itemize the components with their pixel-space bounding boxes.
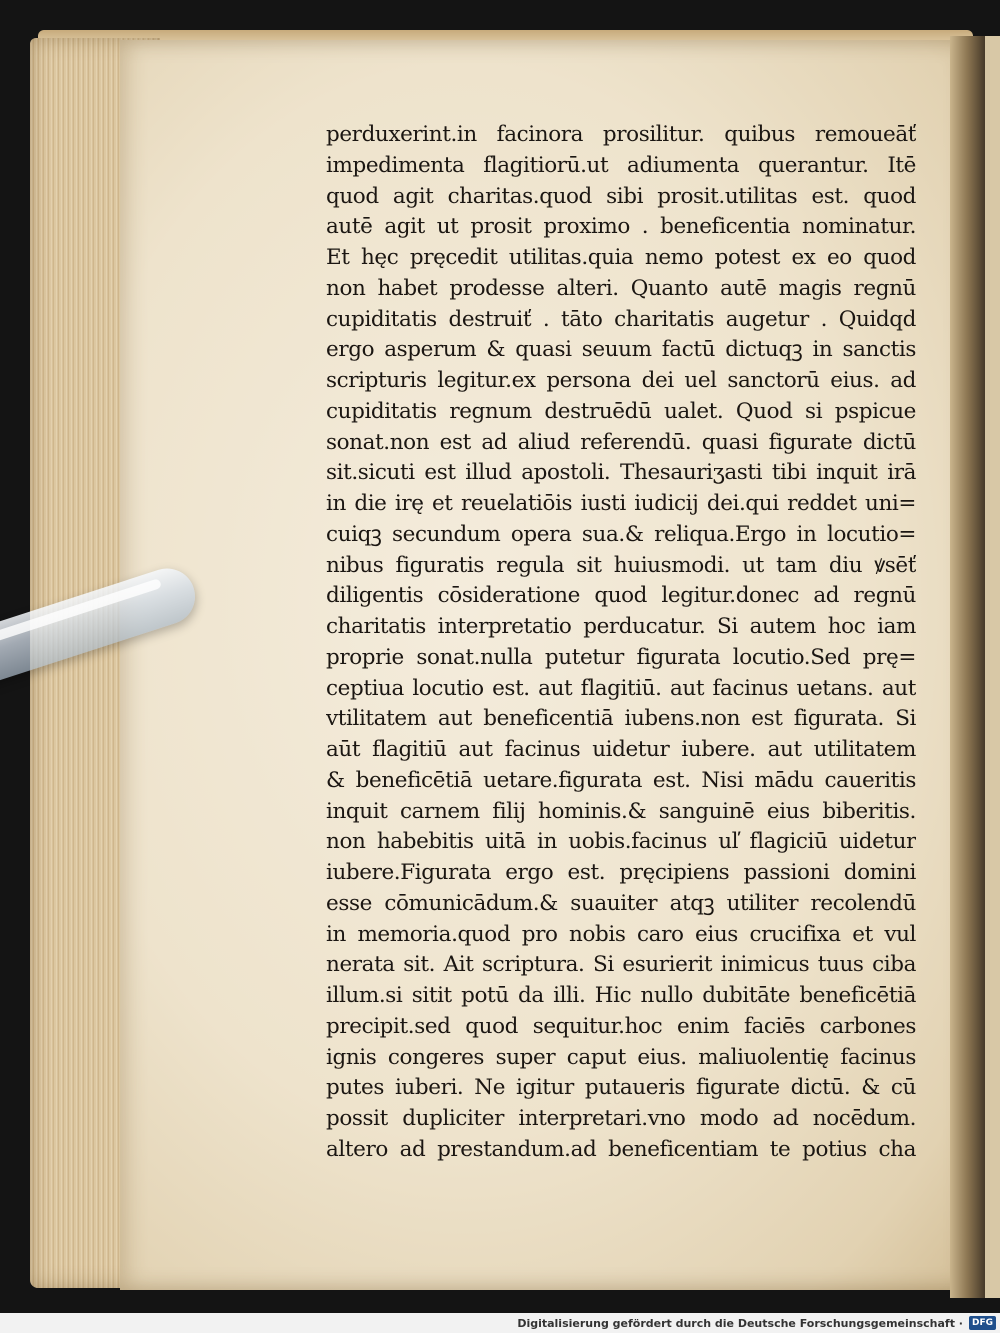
text-line: illum.si sitit potū da illi. Hic nullo dubitāte beneficētiā: [326, 983, 916, 1008]
footer-credit-bar: [0, 1313, 1000, 1333]
text-line: inquit carnem filij hominis.& sanguinē eius biberitis.: [326, 798, 916, 824]
footer-credit-text: Digitalisierung gefördert durch die Deutsche Forschungsgemeinschaft ·: [517, 1316, 963, 1330]
text-line: autē agit ut prosit proximo . beneficentia nominatur.: [326, 214, 916, 240]
text-line: aūt flagitiū aut facinus uidetur iubere. aut utilitatem: [326, 737, 916, 762]
text-line: esse cōmunicādum.& suauiter atqꝫ utiliter recolendū: [326, 890, 916, 916]
text-line: in memoria.quod pro nobis caro eius crucifixa et vul: [326, 921, 916, 947]
text-line: vtilitatem aut beneficentiā iubens.non est figurata. Si: [326, 706, 916, 732]
text-line: nibus figuratis regula sit huiusmodi. ut tam diu ꝟsēť: [326, 552, 916, 578]
text-line: precipit.sed quod sequitur.hoc enim faciēs carbones: [326, 1013, 916, 1039]
text-line: quod agit charitas.quod sibi prosit.utilitas est. quod: [326, 183, 916, 209]
right-page-edge: [985, 36, 1000, 1298]
text-line: non habet prodesse alteri. Quanto autē magis regnū: [326, 275, 916, 301]
text-line: ceptiua locutio est. aut flagitiū. aut facinus uetans. aut: [326, 675, 916, 701]
text-line: cuiqꝫ secundum opera sua.& reliqua.Ergo in locutio=: [326, 521, 916, 547]
text-line: in die irę et reuelatiōis iusti iudicij dei.qui reddet uni=: [326, 491, 916, 516]
text-line: cupiditatis destruiť . tāto charitatis augetur . Quidqd: [326, 306, 916, 332]
text-line: proprie sonat.nulla putetur figurata locutio.Sed prę=: [326, 644, 916, 670]
text-line: cupiditatis regnum destruēdū ualet. Quod si pspicue: [326, 398, 916, 424]
text-line: altero ad prestandum.ad beneficentiam te potius cha: [326, 1136, 916, 1162]
text-line: ergo asperum & quasi seuum factū dictuqꝫ in sanctis: [326, 337, 916, 363]
text-line: putes iuberi. Ne igitur putaueris figurate dictū. & cū: [326, 1075, 916, 1101]
dfg-logo: DFG: [969, 1316, 996, 1330]
text-line: ignis congeres super caput eius. maliuolentię facinus: [326, 1044, 916, 1070]
text-line: diligentis cōsideratione quod legitur.donec ad regnū: [326, 583, 916, 609]
text-line: Et hęc pręcedit utilitas.quia nemo potest ex eo quod: [326, 245, 916, 270]
text-line: non habebitis uitā in uobis.facinus uľ flagiciū uidetur: [326, 829, 916, 855]
text-line: iubere.Figurata ergo est. pręcipiens passioni domini: [326, 860, 916, 885]
text-line: perduxerint.in facinora prosilitur. quibus remoueāť: [326, 122, 916, 147]
text-line: sit.sicuti est illud apostoli. Thesauriʒasti tibi inquit irā: [326, 460, 916, 486]
text-line: possit dupliciter interpretari.vno modo ad nocēdum.: [326, 1106, 916, 1131]
text-line: sonat.non est ad aliud referendū. quasi figurate dictū: [326, 429, 916, 455]
text-line: nerata sit. Ait scriptura. Si esurierit inimicus tuus ciba: [326, 952, 916, 978]
text-line: & beneficētiā uetare.figurata est. Nisi mādu caueritis: [326, 767, 916, 793]
book-gutter: [950, 36, 988, 1298]
text-line: impedimenta flagitiorū.ut adiumenta querantur. Itē: [326, 152, 916, 178]
text-line: charitatis interpretatio perducatur. Si autem hoc iam: [326, 614, 916, 639]
page-text-block: [326, 120, 916, 1166]
text-line: scripturis legitur.ex persona dei uel sanctorū eius. ad: [326, 368, 916, 393]
